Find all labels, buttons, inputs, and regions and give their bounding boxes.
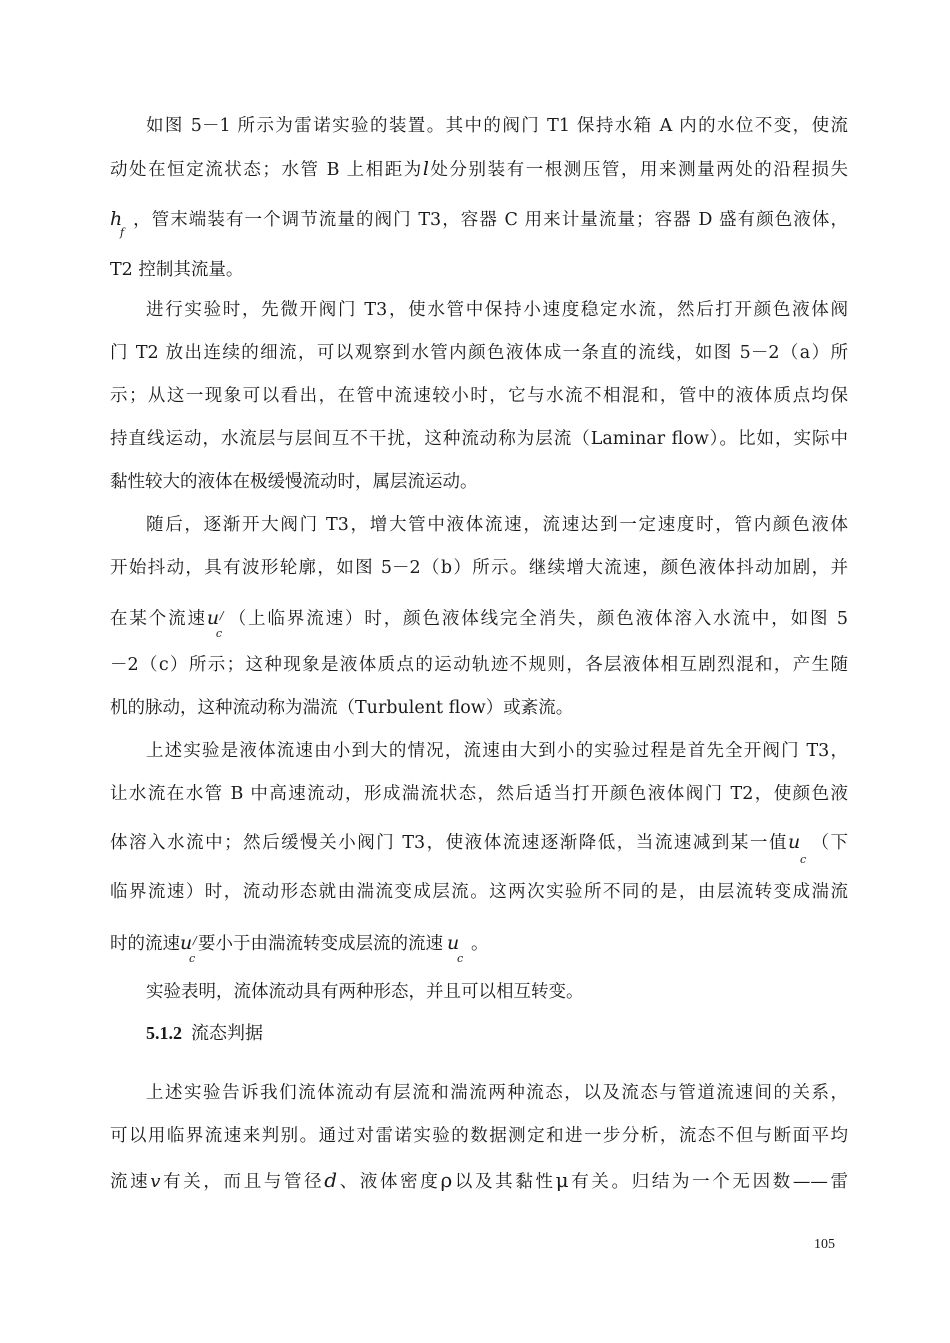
math-sub: f (120, 226, 125, 239)
math-uc-prime (180, 931, 198, 965)
paragraph-3-line-2: 开始抖动，具有波形轮廓，如图 5－2（b）所示。继续增大流速，颜色液体抖动加剧，并 (110, 558, 848, 578)
text-run: ，管末端装有一个调节流量的阀门 T3，容器 C 用来计量流量；容器 D 盛有颜色液体， (132, 210, 848, 230)
text-run: 在某个流速 (110, 609, 207, 629)
math-uc (447, 931, 471, 965)
paragraph-5: 实验表明，流体流动具有两种形态，并且可以相互转变。 (146, 982, 584, 1002)
math-sub: c (799, 853, 807, 866)
paragraph-3-line-3 (110, 606, 849, 640)
math-v: v (150, 1171, 161, 1192)
paragraph-1-line-4: T2 控制其流量。 (110, 260, 244, 280)
text-run: 有关，而且与管径 (160, 1172, 325, 1192)
math-sub: c (457, 952, 464, 965)
math-main: u (787, 831, 801, 853)
math-d: d (324, 1168, 338, 1192)
math-mu: μ (555, 1168, 569, 1192)
page-number: 105 (814, 1237, 835, 1252)
paragraph-2-line-3: 示；从这一现象可以看出，在管中流速较小时，它与水流不相混和，管中的液体质点均保 (110, 386, 848, 406)
math-uc-prime (206, 606, 227, 640)
paragraph-1-line-1: 如图 5－1 所示为雷诺实验的装置。其中的阀门 T1 保持水箱 A 内的水位不变，使流 (146, 116, 848, 136)
text-run: 。 (471, 934, 489, 954)
math-h-f (110, 207, 132, 239)
math-main: h (110, 208, 123, 230)
text-run: 以及其黏性 (452, 1172, 556, 1192)
math-sub: c (215, 627, 223, 640)
text-run: 处分别装有一根测压管，用来测量两处的沿程损失 (428, 160, 848, 180)
math-l: l (422, 158, 429, 180)
math-sup: / (219, 609, 224, 622)
paragraph-4-line-1: 上述实验是液体流速由小到大的情况，流速由大到小的实验过程是首先全开阀门 T3， (146, 741, 848, 761)
paragraph-3-line-4: －2（c）所示；这种现象是液体质点的运动轨迹不规则，各层液体相互剧烈混和，产生随 (110, 655, 848, 675)
text-run: 流速 (110, 1172, 151, 1192)
paragraph-2-line-5: 黏性较大的液体在极缓慢流动时，属层流运动。 (110, 472, 478, 492)
section-title: 流态判据 (191, 1023, 263, 1043)
paragraph-6-line-1: 上述实验告诉我们流体流动有层流和湍流两种流态，以及流态与管道流速间的关系， (146, 1083, 848, 1103)
math-rho: ρ (440, 1168, 453, 1192)
section-heading (146, 1021, 848, 1045)
paragraph-4-line-3 (110, 830, 849, 866)
math-main: u (206, 607, 220, 629)
paragraph-2-line-2: 门 T2 放出连续的细流，可以观察到水管内颜色液体成一条直的流线，如图 5－2（a）所 (110, 343, 848, 363)
text-run: 动处在恒定流状态；水管 B 上相距为 (110, 160, 423, 180)
text-run: 有关。归结为一个无因数——雷 (568, 1172, 849, 1192)
math-main: u (447, 932, 460, 954)
paragraph-3-line-5: 机的脉动，这种流动称为湍流（Turbulent flow）或紊流。 (110, 698, 574, 718)
math-sup: / (193, 934, 197, 947)
paragraph-6-line-2: 可以用临界流速来判别。通过对雷诺实验的数据测定和进一步分析，流态不但与断面平均 (110, 1126, 848, 1146)
paragraph-4-line-4: 临界流速）时，流动形态就由湍流变成层流。这两次实验所不同的是，由层流转变成湍流 (110, 882, 848, 902)
text-run: （上临界流速）时，颜色液体线完全消失，颜色液体溶入水流中，如图 5 (226, 609, 849, 629)
paragraph-6-line-3 (110, 1168, 848, 1194)
section-number: 5.1.2 (146, 1023, 182, 1043)
paragraph-1-line-3 (110, 207, 848, 239)
text-run: （下 (809, 833, 849, 853)
text-run: 时的流速 (110, 934, 180, 954)
paragraph-4-line-5 (110, 931, 848, 965)
text-run: 要小于由湍流转变成层流的流速 (198, 934, 443, 954)
text-run: 、液体密度 (337, 1172, 441, 1192)
text-run: 体溶入水流中；然后缓慢关小阀门 T3，使液体流速逐渐降低，当流速减到某一值 (110, 833, 788, 853)
math-main: u (180, 932, 193, 954)
paragraph-2-line-1: 进行实验时，先微开阀门 T3，使水管中保持小速度稳定水流，然后打开颜色液体阀 (146, 300, 848, 320)
math-uc (787, 830, 810, 866)
paragraph-1-line-2 (110, 157, 848, 182)
paragraph-2-line-4: 持直线运动，水流层与层间互不干扰，这种流动称为层流（Laminar flow）。比如，实际中 (110, 429, 848, 449)
math-sub: c (189, 952, 196, 965)
paragraph-4-line-2: 让水流在水管 B 中高速流动，形成湍流状态，然后适当打开颜色液体阀门 T2，使颜色液 (110, 784, 848, 804)
paragraph-3-line-1: 随后，逐渐开大阀门 T3，增大管中液体流速，流速达到一定速度时，管内颜色液体 (146, 515, 848, 535)
